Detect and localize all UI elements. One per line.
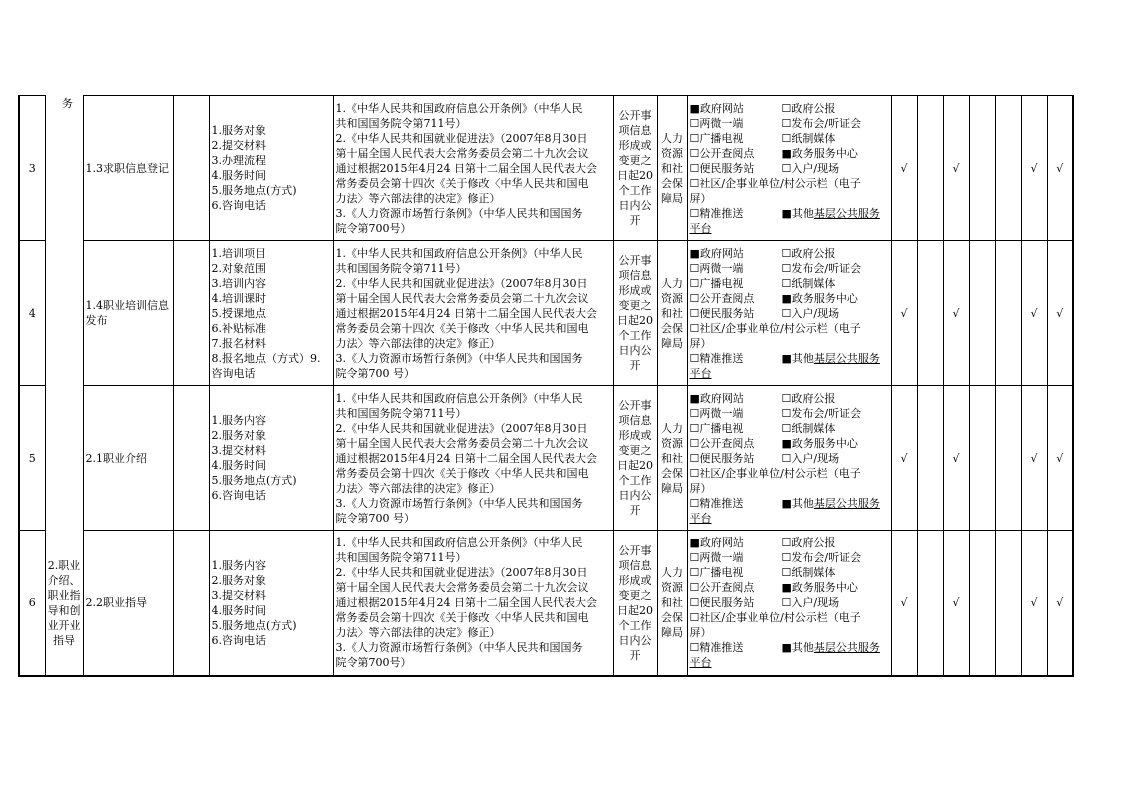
basis-line: 2.《中华人民共和国就业促进法》（2007年8月30日 bbox=[335, 276, 588, 290]
legal-basis bbox=[333, 531, 613, 676]
channel-row bbox=[690, 351, 889, 366]
disclosure-time-limit bbox=[613, 96, 657, 241]
time-line: 日内公 bbox=[618, 489, 652, 502]
channel-option: ☐政府公报 bbox=[781, 536, 836, 550]
channel-option: ☐入户/现场 bbox=[781, 161, 840, 175]
time-line: 项信息 bbox=[618, 558, 652, 572]
content-line: 5.服务地点(方式) bbox=[211, 618, 297, 632]
channel-option-cont: 平台 bbox=[689, 656, 712, 670]
time-line: 个工作 bbox=[618, 474, 652, 487]
empty-check-cell bbox=[917, 241, 943, 386]
time-line: 公开事 bbox=[618, 254, 652, 267]
disclosure-table bbox=[18, 95, 1074, 677]
channel-option: ☐精准推送 bbox=[689, 641, 744, 655]
channel-row bbox=[690, 146, 889, 161]
item-name bbox=[83, 386, 173, 531]
channel-option: ☐公开查阅点 bbox=[689, 291, 755, 305]
item-name-text: 1.3求职信息登记 bbox=[85, 161, 169, 175]
channel-option: ☐两微一端 bbox=[689, 261, 744, 275]
channel-option: ☐入户/现场 bbox=[781, 596, 840, 610]
check-mark: √ bbox=[943, 96, 969, 241]
channel-row bbox=[690, 451, 889, 466]
row-number: 6 bbox=[19, 531, 45, 676]
empty-check-cell bbox=[995, 531, 1021, 676]
basis-line: 3.《人力资源市场暂行条例》（中华人民共和国国务 bbox=[335, 641, 583, 655]
channel-row bbox=[690, 496, 889, 511]
empty-check-cell bbox=[969, 386, 995, 531]
channel-option: ☐纸制媒体 bbox=[781, 566, 836, 580]
channel-option: ☐发布会/听证会 bbox=[781, 261, 862, 275]
channel-option: ☐纸制媒体 bbox=[781, 421, 836, 435]
time-line: 日起20 bbox=[617, 459, 653, 472]
channel-option: ■政府网站 bbox=[689, 101, 744, 115]
body-line: 资源 bbox=[661, 436, 683, 450]
basis-line: 2.《中华人民共和国就业促进法》（2007年8月30日 bbox=[335, 566, 588, 580]
channel-row bbox=[690, 391, 889, 406]
sub-item-cell bbox=[173, 531, 209, 676]
basis-line: 力法〉等六部法律的决定》修正） bbox=[335, 481, 501, 495]
empty-check-cell bbox=[969, 531, 995, 676]
disclosure-channels bbox=[687, 386, 891, 531]
category-line: 职业指 bbox=[47, 588, 81, 602]
check-mark: √ bbox=[891, 96, 917, 241]
channel-option: ■政府网站 bbox=[689, 246, 744, 260]
channel-option: ☐两微一端 bbox=[689, 116, 744, 130]
channel-option: ☐政府公报 bbox=[781, 101, 836, 115]
channel-option: ☐入户/现场 bbox=[781, 306, 840, 320]
time-line: 形成或 bbox=[618, 429, 652, 442]
content-line: 1.服务内容 bbox=[211, 558, 266, 572]
channel-option: ■政务服务中心 bbox=[781, 581, 858, 595]
channel-option: ☐广播电视 bbox=[689, 566, 744, 580]
time-line: 公开事 bbox=[618, 543, 652, 557]
empty-check-cell bbox=[995, 96, 1021, 241]
sub-item-cell bbox=[173, 241, 209, 386]
basis-line: 1.《中华人民共和国政府信息公开条例》（中华人民 bbox=[335, 536, 583, 550]
time-line: 变更之 bbox=[618, 444, 652, 457]
channel-option: ☐纸制媒体 bbox=[781, 131, 836, 145]
basis-line: 共和国国务院令第711号） bbox=[335, 551, 467, 565]
body-line: 和社 bbox=[661, 161, 683, 175]
body-line: 障局 bbox=[661, 626, 683, 640]
empty-check-cell bbox=[969, 96, 995, 241]
disclosure-channels bbox=[687, 241, 891, 386]
channel-option: ☐社区/企事业单位/村公示栏（电子 bbox=[689, 611, 861, 625]
channel-option: ☐两微一端 bbox=[689, 406, 744, 420]
channel-row bbox=[690, 550, 889, 565]
empty-check-cell bbox=[917, 531, 943, 676]
channel-option: ☐发布会/听证会 bbox=[781, 116, 862, 130]
channel-row bbox=[690, 306, 889, 321]
channel-row bbox=[690, 131, 889, 146]
basis-line: 院令第700号） bbox=[335, 221, 412, 235]
empty-check-cell bbox=[969, 241, 995, 386]
disclosure-channels bbox=[687, 96, 891, 241]
time-line: 项信息 bbox=[618, 124, 652, 137]
check-mark: √ bbox=[1021, 241, 1047, 386]
basis-line: 第十届全国人民代表大会常务委员会第二十九次会议 bbox=[335, 146, 589, 160]
sub-item-cell bbox=[173, 96, 209, 241]
body-line: 障局 bbox=[661, 336, 683, 350]
body-line: 障局 bbox=[661, 481, 683, 495]
channel-option: ☐便民服务站 bbox=[689, 306, 755, 320]
category-line: 导和创 bbox=[47, 603, 81, 617]
channel-option: ☐政府公报 bbox=[781, 246, 836, 260]
channel-option: ■其他 bbox=[781, 496, 814, 510]
body-line: 会保 bbox=[661, 176, 683, 190]
table-row bbox=[19, 96, 1073, 241]
channel-row bbox=[690, 640, 889, 655]
channel-option-other: 基层公共服务 bbox=[813, 206, 880, 220]
content-line: 2.服务对象 bbox=[211, 573, 266, 587]
content-line: 2.服务对象 bbox=[211, 429, 266, 442]
basis-line: 共和国国务院令第711号） bbox=[335, 116, 467, 130]
legal-basis bbox=[333, 386, 613, 531]
responsible-body bbox=[657, 386, 687, 531]
basis-line: 第十届全国人民代表大会常务委员会第二十九次会议 bbox=[335, 436, 589, 450]
basis-line: 第十届全国人民代表大会常务委员会第二十九次会议 bbox=[335, 291, 589, 305]
check-mark: √ bbox=[943, 386, 969, 531]
basis-line: 通过根据2015年4月24 日第十二届全国人民代表大会 bbox=[335, 306, 597, 320]
channel-option: ☐两微一端 bbox=[689, 551, 744, 565]
channel-row bbox=[690, 291, 889, 306]
channel-row bbox=[690, 161, 889, 176]
item-name-text: 发布 bbox=[85, 314, 108, 327]
disclosure-content bbox=[209, 96, 333, 241]
content-line: 5.授课地点 bbox=[211, 306, 266, 320]
channel-row bbox=[690, 276, 889, 291]
channel-option: ☐社区/企事业单位/村公示栏（电子 bbox=[689, 321, 861, 335]
channel-option: ■政府网站 bbox=[689, 536, 744, 550]
channel-row bbox=[690, 261, 889, 276]
body-line: 会保 bbox=[661, 611, 683, 625]
category-cell bbox=[45, 531, 83, 676]
channel-option: ☐便民服务站 bbox=[689, 596, 755, 610]
category-line: 介绍、 bbox=[47, 573, 81, 587]
channel-option: ☐公开查阅点 bbox=[689, 146, 755, 160]
content-line: 3.提交材料 bbox=[211, 588, 266, 602]
content-line: 4.服务时间 bbox=[211, 459, 266, 472]
basis-line: 3.《人力资源市场暂行条例》（中华人民共和国国务 bbox=[335, 206, 583, 220]
body-line: 和社 bbox=[661, 306, 683, 320]
basis-line: 常务委员会第十四次《关于修改〈中华人民共和国电 bbox=[335, 321, 589, 335]
row-number: 3 bbox=[19, 96, 45, 241]
time-line: 变更之 bbox=[618, 588, 652, 602]
channel-option: ☐公开查阅点 bbox=[689, 581, 755, 595]
channel-row bbox=[690, 565, 889, 580]
channel-option-other: 基层公共服务 bbox=[813, 641, 880, 655]
check-mark: √ bbox=[1047, 531, 1073, 676]
channel-row bbox=[690, 116, 889, 131]
check-mark: √ bbox=[1047, 386, 1073, 531]
channel-option: ☐纸制媒体 bbox=[781, 276, 836, 290]
item-name bbox=[83, 96, 173, 241]
channel-option: ☐发布会/听证会 bbox=[781, 551, 862, 565]
content-line: 2.提交材料 bbox=[211, 139, 266, 152]
time-line: 开 bbox=[629, 214, 641, 227]
content-line: 7.报名材料 bbox=[211, 336, 266, 350]
disclosure-time-limit bbox=[613, 386, 657, 531]
disclosure-time-limit bbox=[613, 531, 657, 676]
body-line: 资源 bbox=[661, 146, 683, 160]
time-line: 日起20 bbox=[617, 314, 653, 327]
channel-option-cont: 屏） bbox=[689, 191, 712, 205]
check-mark: √ bbox=[1021, 531, 1047, 676]
channel-option: ☐精准推送 bbox=[689, 351, 744, 365]
basis-line: 1.《中华人民共和国政府信息公开条例》（中华人民 bbox=[335, 246, 583, 260]
empty-check-cell bbox=[995, 386, 1021, 531]
body-line: 资源 bbox=[661, 291, 683, 305]
body-line: 会保 bbox=[661, 321, 683, 335]
channel-row bbox=[690, 535, 889, 550]
check-mark: √ bbox=[891, 241, 917, 386]
basis-line: 力法〉等六部法律的决定》修正） bbox=[335, 336, 501, 350]
time-line: 日起20 bbox=[617, 169, 653, 182]
basis-line: 力法〉等六部法律的决定》修正） bbox=[335, 191, 501, 205]
disclosure-content bbox=[209, 531, 333, 676]
channel-option: ■其他 bbox=[781, 351, 814, 365]
category-carryover-text: 务 bbox=[62, 97, 73, 110]
channel-option: ☐广播电视 bbox=[689, 421, 744, 435]
body-line: 和社 bbox=[661, 596, 683, 610]
channel-row bbox=[690, 101, 889, 116]
item-name bbox=[83, 241, 173, 386]
sub-item-cell bbox=[173, 386, 209, 531]
legal-basis bbox=[333, 96, 613, 241]
channel-option: ■政务服务中心 bbox=[781, 291, 858, 305]
time-line: 日起20 bbox=[617, 603, 653, 617]
basis-line: 院令第700 号） bbox=[335, 366, 415, 380]
check-mark: √ bbox=[943, 531, 969, 676]
content-line: 8.报名地点（方式）9. bbox=[211, 351, 321, 365]
basis-line: 共和国国务院令第711号） bbox=[335, 406, 467, 420]
channel-option: ☐精准推送 bbox=[689, 496, 744, 510]
empty-check-cell bbox=[917, 96, 943, 241]
time-line: 公开事 bbox=[618, 109, 652, 122]
basis-line: 1.《中华人民共和国政府信息公开条例》（中华人民 bbox=[335, 391, 583, 405]
basis-line: 力法〉等六部法律的决定》修正） bbox=[335, 626, 501, 640]
basis-line: 通过根据2015年4月24 日第十二届全国人民代表大会 bbox=[335, 596, 597, 610]
channel-option-cont: 平台 bbox=[689, 511, 712, 525]
basis-line: 院令第700 号） bbox=[335, 511, 415, 525]
disclosure-content bbox=[209, 386, 333, 531]
body-line: 资源 bbox=[661, 581, 683, 595]
content-line: 3.办理流程 bbox=[211, 154, 266, 167]
time-line: 形成或 bbox=[618, 284, 652, 297]
channel-row bbox=[690, 246, 889, 261]
body-line: 人力 bbox=[661, 566, 683, 580]
time-line: 日内公 bbox=[618, 344, 652, 357]
check-mark: √ bbox=[891, 386, 917, 531]
channel-option: ☐社区/企事业单位/村公示栏（电子 bbox=[689, 176, 861, 190]
channel-option: ■其他 bbox=[781, 206, 814, 220]
content-line: 5.服务地点(方式) bbox=[211, 184, 297, 197]
basis-line: 3.《人力资源市场暂行条例》（中华人民共和国国务 bbox=[335, 351, 583, 365]
content-line: 6.咨询电话 bbox=[211, 489, 266, 502]
channel-row bbox=[690, 421, 889, 436]
empty-check-cell bbox=[917, 386, 943, 531]
channel-option: ☐入户/现场 bbox=[781, 451, 840, 465]
channel-option: ☐广播电视 bbox=[689, 276, 744, 290]
content-line: 4.服务时间 bbox=[211, 603, 266, 617]
channel-row bbox=[690, 595, 889, 610]
channel-option: ☐便民服务站 bbox=[689, 161, 755, 175]
body-line: 和社 bbox=[661, 451, 683, 465]
responsible-body bbox=[657, 96, 687, 241]
basis-line: 院令第700号） bbox=[335, 656, 412, 670]
channel-option: ☐广播电视 bbox=[689, 131, 744, 145]
body-line: 人力 bbox=[661, 131, 683, 145]
check-mark: √ bbox=[943, 241, 969, 386]
channel-option: ☐公开查阅点 bbox=[689, 436, 755, 450]
basis-line: 共和国国务院令第711号） bbox=[335, 261, 467, 275]
body-line: 障局 bbox=[661, 191, 683, 205]
basis-line: 常务委员会第十四次《关于修改〈中华人民共和国电 bbox=[335, 466, 589, 480]
channel-row bbox=[690, 580, 889, 595]
time-line: 开 bbox=[629, 648, 641, 662]
time-line: 开 bbox=[629, 359, 641, 372]
body-line: 会保 bbox=[661, 466, 683, 480]
channel-option: ☐发布会/听证会 bbox=[781, 406, 862, 420]
channel-row bbox=[690, 406, 889, 421]
content-line: 1.服务内容 bbox=[211, 414, 266, 427]
empty-check-cell bbox=[995, 241, 1021, 386]
responsible-body bbox=[657, 241, 687, 386]
time-line: 个工作 bbox=[618, 184, 652, 197]
basis-line: 2.《中华人民共和国就业促进法》（2007年8月30日 bbox=[335, 421, 588, 435]
channel-option: ☐社区/企事业单位/村公示栏（电子 bbox=[689, 466, 861, 480]
basis-line: 常务委员会第十四次《关于修改〈中华人民共和国电 bbox=[335, 611, 589, 625]
content-line: 1.服务对象 bbox=[211, 124, 266, 137]
check-mark: √ bbox=[1047, 96, 1073, 241]
channel-row bbox=[690, 436, 889, 451]
channel-option: ■政府网站 bbox=[689, 391, 744, 405]
category-line: 指导 bbox=[53, 633, 75, 647]
category-line: 2.职业 bbox=[47, 558, 81, 572]
item-name-text: 1.4职业培训信息 bbox=[85, 299, 169, 312]
item-name-text: 2.2职业指导 bbox=[85, 596, 147, 610]
channel-option-other: 基层公共服务 bbox=[813, 496, 880, 510]
basis-line: 第十届全国人民代表大会常务委员会第二十九次会议 bbox=[335, 581, 589, 595]
content-line: 2.对象范围 bbox=[211, 261, 266, 275]
time-line: 个工作 bbox=[618, 618, 652, 632]
time-line: 变更之 bbox=[618, 154, 652, 167]
basis-line: 1.《中华人民共和国政府信息公开条例》（中华人民 bbox=[335, 101, 583, 115]
content-line: 3.培训内容 bbox=[211, 276, 266, 290]
content-line: 6.咨询电话 bbox=[211, 199, 266, 212]
legal-basis bbox=[333, 241, 613, 386]
time-line: 个工作 bbox=[618, 329, 652, 342]
check-mark: √ bbox=[1021, 96, 1047, 241]
channel-option: ☐便民服务站 bbox=[689, 451, 755, 465]
channel-option-cont: 屏） bbox=[689, 626, 712, 640]
row-number: 5 bbox=[19, 386, 45, 531]
basis-line: 3.《人力资源市场暂行条例》（中华人民共和国国务 bbox=[335, 496, 583, 510]
channel-option-cont: 平台 bbox=[689, 366, 712, 380]
time-line: 公开事 bbox=[618, 399, 652, 412]
time-line: 变更之 bbox=[618, 299, 652, 312]
body-line: 人力 bbox=[661, 421, 683, 435]
disclosure-time-limit bbox=[613, 241, 657, 386]
content-line: 咨询电话 bbox=[211, 366, 256, 380]
channel-option: ☐政府公报 bbox=[781, 391, 836, 405]
basis-line: 2.《中华人民共和国就业促进法》（2007年8月30日 bbox=[335, 131, 588, 145]
disclosure-content bbox=[209, 241, 333, 386]
content-line: 4.服务时间 bbox=[211, 169, 266, 182]
category-cell bbox=[45, 96, 83, 531]
channel-option-cont: 屏） bbox=[689, 336, 712, 350]
check-mark: √ bbox=[1047, 241, 1073, 386]
time-line: 项信息 bbox=[618, 414, 652, 427]
content-line: 4.培训课时 bbox=[211, 291, 266, 305]
time-line: 项信息 bbox=[618, 269, 652, 282]
content-line: 1.培训项目 bbox=[211, 246, 266, 260]
table-row bbox=[19, 531, 1073, 676]
table-row bbox=[19, 241, 1073, 386]
row-number: 4 bbox=[19, 241, 45, 386]
channel-option-cont: 平台 bbox=[689, 221, 712, 235]
content-line: 5.服务地点(方式) bbox=[211, 474, 297, 487]
content-line: 3.提交材料 bbox=[211, 444, 266, 457]
channel-option: ☐精准推送 bbox=[689, 206, 744, 220]
responsible-body bbox=[657, 531, 687, 676]
item-name-text: 2.1职业介绍 bbox=[85, 451, 147, 465]
basis-line: 通过根据2015年4月24 日第十二届全国人民代表大会 bbox=[335, 451, 597, 465]
content-line: 6.补贴标准 bbox=[211, 321, 266, 335]
time-line: 形成或 bbox=[618, 139, 652, 152]
category-line: 业开业 bbox=[47, 618, 81, 632]
channel-option: ■政务服务中心 bbox=[781, 436, 858, 450]
time-line: 开 bbox=[629, 504, 641, 517]
time-line: 日内公 bbox=[618, 199, 652, 212]
channel-option: ■政务服务中心 bbox=[781, 146, 858, 160]
item-name bbox=[83, 531, 173, 676]
disclosure-channels bbox=[687, 531, 891, 676]
check-mark: √ bbox=[891, 531, 917, 676]
body-line: 人力 bbox=[661, 276, 683, 290]
channel-row bbox=[690, 206, 889, 221]
time-line: 日内公 bbox=[618, 633, 652, 647]
basis-line: 常务委员会第十四次《关于修改〈中华人民共和国电 bbox=[335, 176, 589, 190]
channel-option-other: 基层公共服务 bbox=[813, 351, 880, 365]
content-line: 6.咨询电话 bbox=[211, 633, 266, 647]
table-row bbox=[19, 386, 1073, 531]
basis-line: 通过根据2015年4月24 日第十二届全国人民代表大会 bbox=[335, 161, 597, 175]
channel-option: ■其他 bbox=[781, 641, 814, 655]
channel-option-cont: 屏） bbox=[689, 481, 712, 495]
check-mark: √ bbox=[1021, 386, 1047, 531]
time-line: 形成或 bbox=[618, 573, 652, 587]
